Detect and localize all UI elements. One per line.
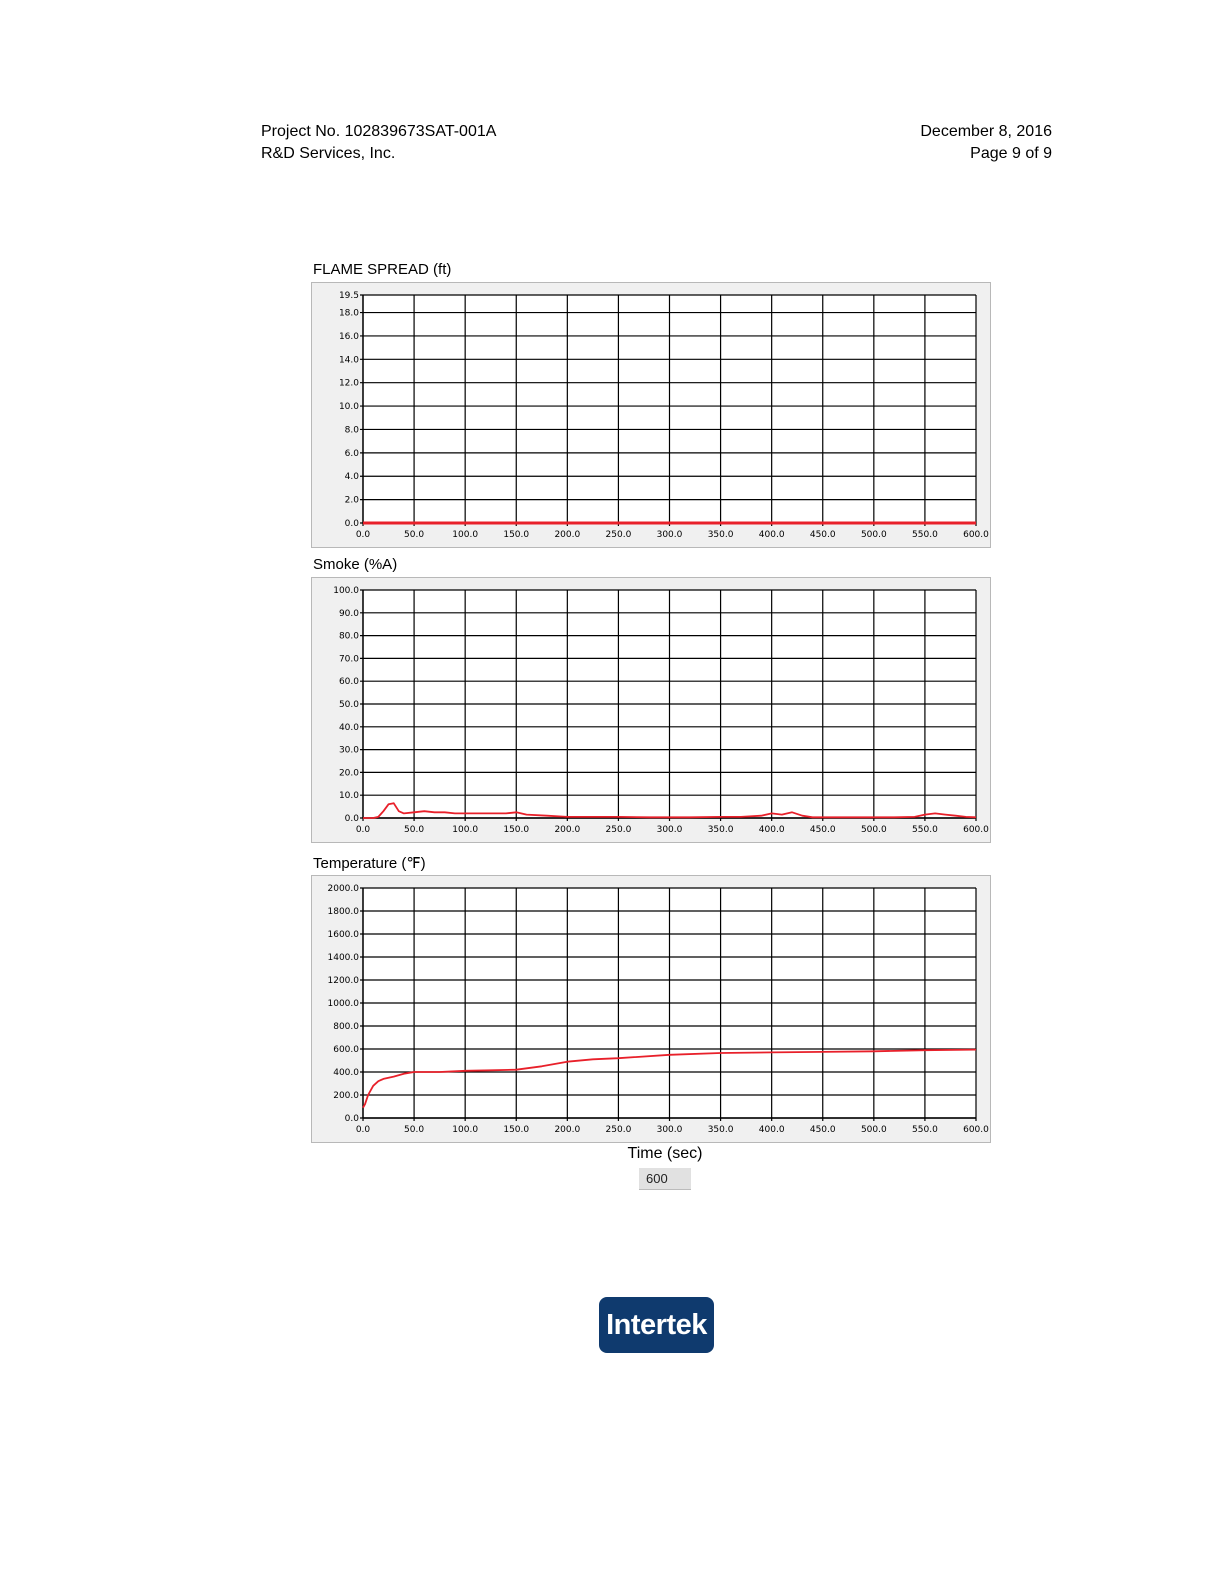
y-tick-label: 1400.0 (327, 953, 359, 963)
x-tick-label: 600.0 (963, 530, 989, 540)
smoke-chart (311, 577, 991, 843)
x-tick-label: 500.0 (860, 530, 887, 540)
x-tick-label: 0.0 (355, 530, 371, 540)
y-tick-label: 400.0 (333, 1068, 359, 1078)
x-tick-label: 200.0 (554, 1125, 581, 1135)
y-tick-label: 1800.0 (327, 907, 359, 917)
y-tick-label: 2.0 (344, 495, 359, 506)
y-tick-label: 600.0 (333, 1045, 359, 1055)
y-tick-label: 0.0 (344, 814, 359, 824)
x-tick-label: 50.0 (404, 825, 425, 835)
x-tick-label: 600.0 (963, 1125, 989, 1135)
x-tick-label: 50.0 (404, 530, 425, 540)
x-tick-label: 50.0 (404, 1125, 425, 1135)
x-tick-label: 550.0 (912, 825, 938, 835)
flame-spread-plot (312, 283, 992, 549)
x-tick-label: 150.0 (503, 530, 530, 540)
document-header-left (261, 121, 496, 165)
y-tick-label: 18.0 (338, 308, 359, 319)
y-tick-label: 70.0 (338, 654, 359, 665)
y-tick-label: 19.5 (338, 291, 359, 301)
x-tick-label: 0.0 (355, 825, 371, 835)
y-tick-label: 0.0 (344, 519, 359, 529)
y-tick-label: 14.0 (338, 355, 359, 366)
x-tick-label: 0.0 (355, 1125, 371, 1135)
y-tick-label: 0.0 (344, 1114, 359, 1124)
y-tick-label: 40.0 (338, 722, 359, 733)
x-tick-label: 350.0 (707, 530, 734, 540)
x-tick-label: 550.0 (912, 1125, 938, 1135)
x-tick-label: 350.0 (707, 1125, 734, 1135)
x-tick-label: 250.0 (605, 825, 632, 835)
smoke-plot (312, 578, 992, 844)
x-tick-label: 200.0 (554, 530, 581, 540)
y-tick-label: 80.0 (338, 631, 359, 642)
company-name: R&D Services, Inc. (261, 145, 396, 162)
y-tick-label: 8.0 (344, 425, 359, 436)
x-tick-label: 550.0 (912, 530, 938, 540)
x-tick-label: 400.0 (758, 1125, 785, 1135)
y-tick-label: 1000.0 (327, 999, 359, 1009)
time-readout: 600 (639, 1168, 691, 1190)
x-tick-label: 500.0 (860, 825, 887, 835)
y-tick-label: 16.0 (338, 331, 359, 342)
x-tick-label: 250.0 (605, 530, 632, 540)
x-tick-label: 600.0 (963, 825, 989, 835)
x-tick-label: 250.0 (605, 1125, 632, 1135)
y-tick-label: 30.0 (338, 745, 359, 756)
x-tick-label: 300.0 (656, 825, 683, 835)
y-tick-label: 2000.0 (327, 884, 359, 894)
x-tick-label: 350.0 (707, 825, 734, 835)
y-tick-label: 200.0 (333, 1091, 359, 1101)
y-tick-label: 50.0 (338, 700, 359, 710)
x-tick-label: 200.0 (554, 825, 581, 835)
y-tick-label: 20.0 (338, 768, 359, 779)
y-tick-label: 4.0 (344, 472, 359, 483)
temperature-plot (312, 876, 992, 1144)
project-number: Project No. 102839673SAT-001A (261, 123, 497, 140)
y-tick-label: 800.0 (333, 1022, 359, 1032)
x-tick-label: 150.0 (503, 825, 530, 835)
intertek-logo: Intertek (599, 1297, 714, 1353)
temperature-title: Temperature (℉) (313, 855, 426, 872)
x-tick-label: 100.0 (452, 1125, 479, 1135)
y-tick-label: 10.0 (338, 402, 359, 413)
page-number: Page 9 of 9 (970, 145, 1052, 162)
x-tick-label: 300.0 (656, 530, 683, 540)
x-tick-label: 400.0 (758, 530, 785, 540)
y-tick-label: 100.0 (333, 586, 359, 596)
temperature-chart (311, 875, 991, 1143)
flame-spread-chart (311, 282, 991, 548)
x-tick-label: 100.0 (452, 825, 479, 835)
y-tick-label: 90.0 (338, 608, 359, 619)
x-tick-label: 400.0 (758, 825, 785, 835)
x-tick-label: 500.0 (860, 1125, 887, 1135)
flame-spread-title: FLAME SPREAD (ft) (313, 261, 452, 278)
y-tick-label: 12.0 (338, 378, 359, 389)
x-tick-label: 300.0 (656, 1125, 683, 1135)
smoke-title: Smoke (%A) (313, 556, 398, 573)
y-tick-label: 10.0 (338, 791, 359, 802)
report-date: December 8, 2016 (920, 123, 1052, 140)
y-tick-label: 1200.0 (327, 976, 359, 986)
y-tick-label: 1600.0 (327, 930, 359, 940)
y-tick-label: 6.0 (344, 448, 359, 459)
y-tick-label: 60.0 (338, 677, 359, 688)
x-tick-label: 450.0 (809, 825, 836, 835)
document-header-right (852, 121, 1052, 165)
x-tick-label: 150.0 (503, 1125, 530, 1135)
x-tick-label: 450.0 (809, 530, 836, 540)
x-tick-label: 450.0 (809, 1125, 836, 1135)
x-tick-label: 100.0 (452, 530, 479, 540)
x-axis-label: Time (sec) (627, 1145, 703, 1162)
